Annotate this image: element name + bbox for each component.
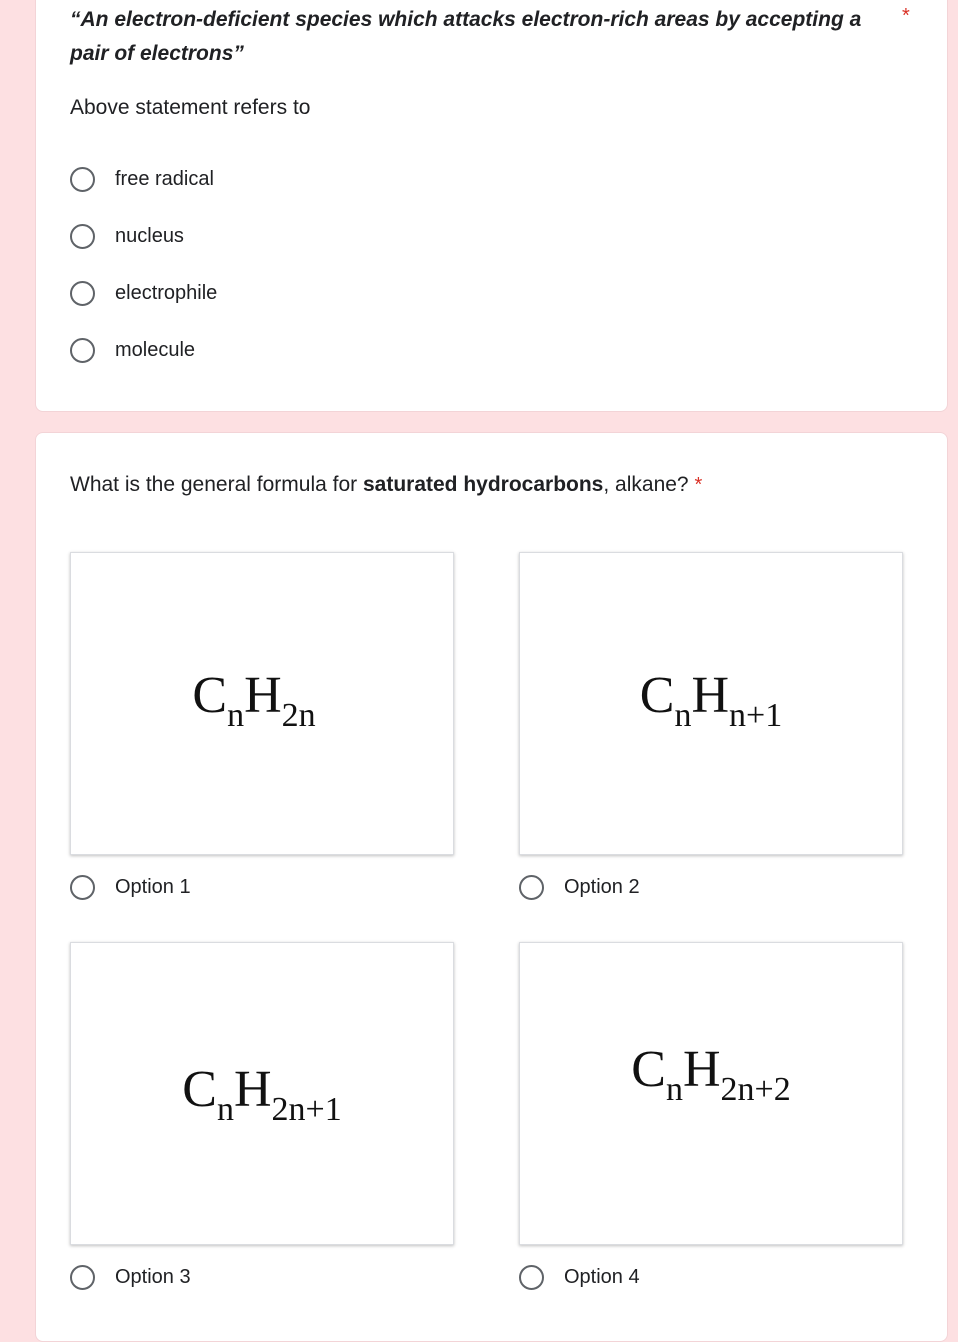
question-2-text-end: , alkane? — [603, 473, 695, 496]
question-card-2 — [35, 432, 948, 1342]
radio-button[interactable] — [70, 281, 95, 306]
formula-cnh2n2: $C_nH_{2n+2}$ — [631, 1041, 791, 1108]
formula-cnh2n: $C_nH_{2n}$ — [192, 667, 316, 734]
option-3[interactable] — [70, 1262, 191, 1292]
option-3-image[interactable] — [70, 942, 454, 1245]
formula-cnh2n1: $C_nH_{2n+1}$ — [182, 1061, 342, 1128]
question-2-title — [70, 471, 702, 499]
option-label: Option 2 — [564, 875, 640, 898]
option-label: free radical — [115, 167, 214, 190]
radio-button[interactable] — [70, 338, 95, 363]
option-label: Option 4 — [564, 1265, 640, 1288]
option-electrophile[interactable] — [70, 278, 217, 308]
option-label: Option 1 — [115, 875, 191, 898]
option-2[interactable] — [519, 872, 640, 902]
required-asterisk: * — [694, 474, 703, 496]
option-molecule[interactable] — [70, 335, 195, 365]
question-card-1 — [35, 0, 948, 412]
radio-button[interactable] — [70, 875, 95, 900]
option-label: electrophile — [115, 281, 218, 304]
question-2-text-bold: saturated hydrocarbons — [362, 473, 604, 496]
question-1-title: “An electron-deficient species which attacks electron-rich areas by accepting a pair of electrons” — [70, 8, 862, 65]
option-2-image[interactable] — [519, 552, 903, 855]
required-asterisk: * — [902, 5, 910, 27]
option-label: molecule — [115, 338, 196, 361]
formula-cnhn1: $C_nH_{n+1}$ — [639, 667, 783, 734]
radio-button[interactable] — [70, 167, 95, 192]
option-1-image[interactable] — [70, 552, 454, 855]
option-label: nucleus — [115, 224, 184, 247]
option-4-image[interactable] — [519, 942, 903, 1245]
radio-button[interactable] — [519, 875, 544, 900]
radio-button[interactable] — [70, 224, 95, 249]
option-free-radical[interactable] — [70, 164, 214, 194]
question-1-subtext: Above statement refers to — [70, 96, 311, 119]
radio-button[interactable] — [70, 1265, 95, 1290]
option-nucleus[interactable] — [70, 221, 184, 251]
option-label: Option 3 — [115, 1265, 191, 1288]
option-4[interactable] — [519, 1262, 640, 1292]
question-2-text-start: What is the general formula for — [70, 473, 363, 496]
option-1[interactable] — [70, 872, 191, 902]
radio-button[interactable] — [519, 1265, 544, 1290]
